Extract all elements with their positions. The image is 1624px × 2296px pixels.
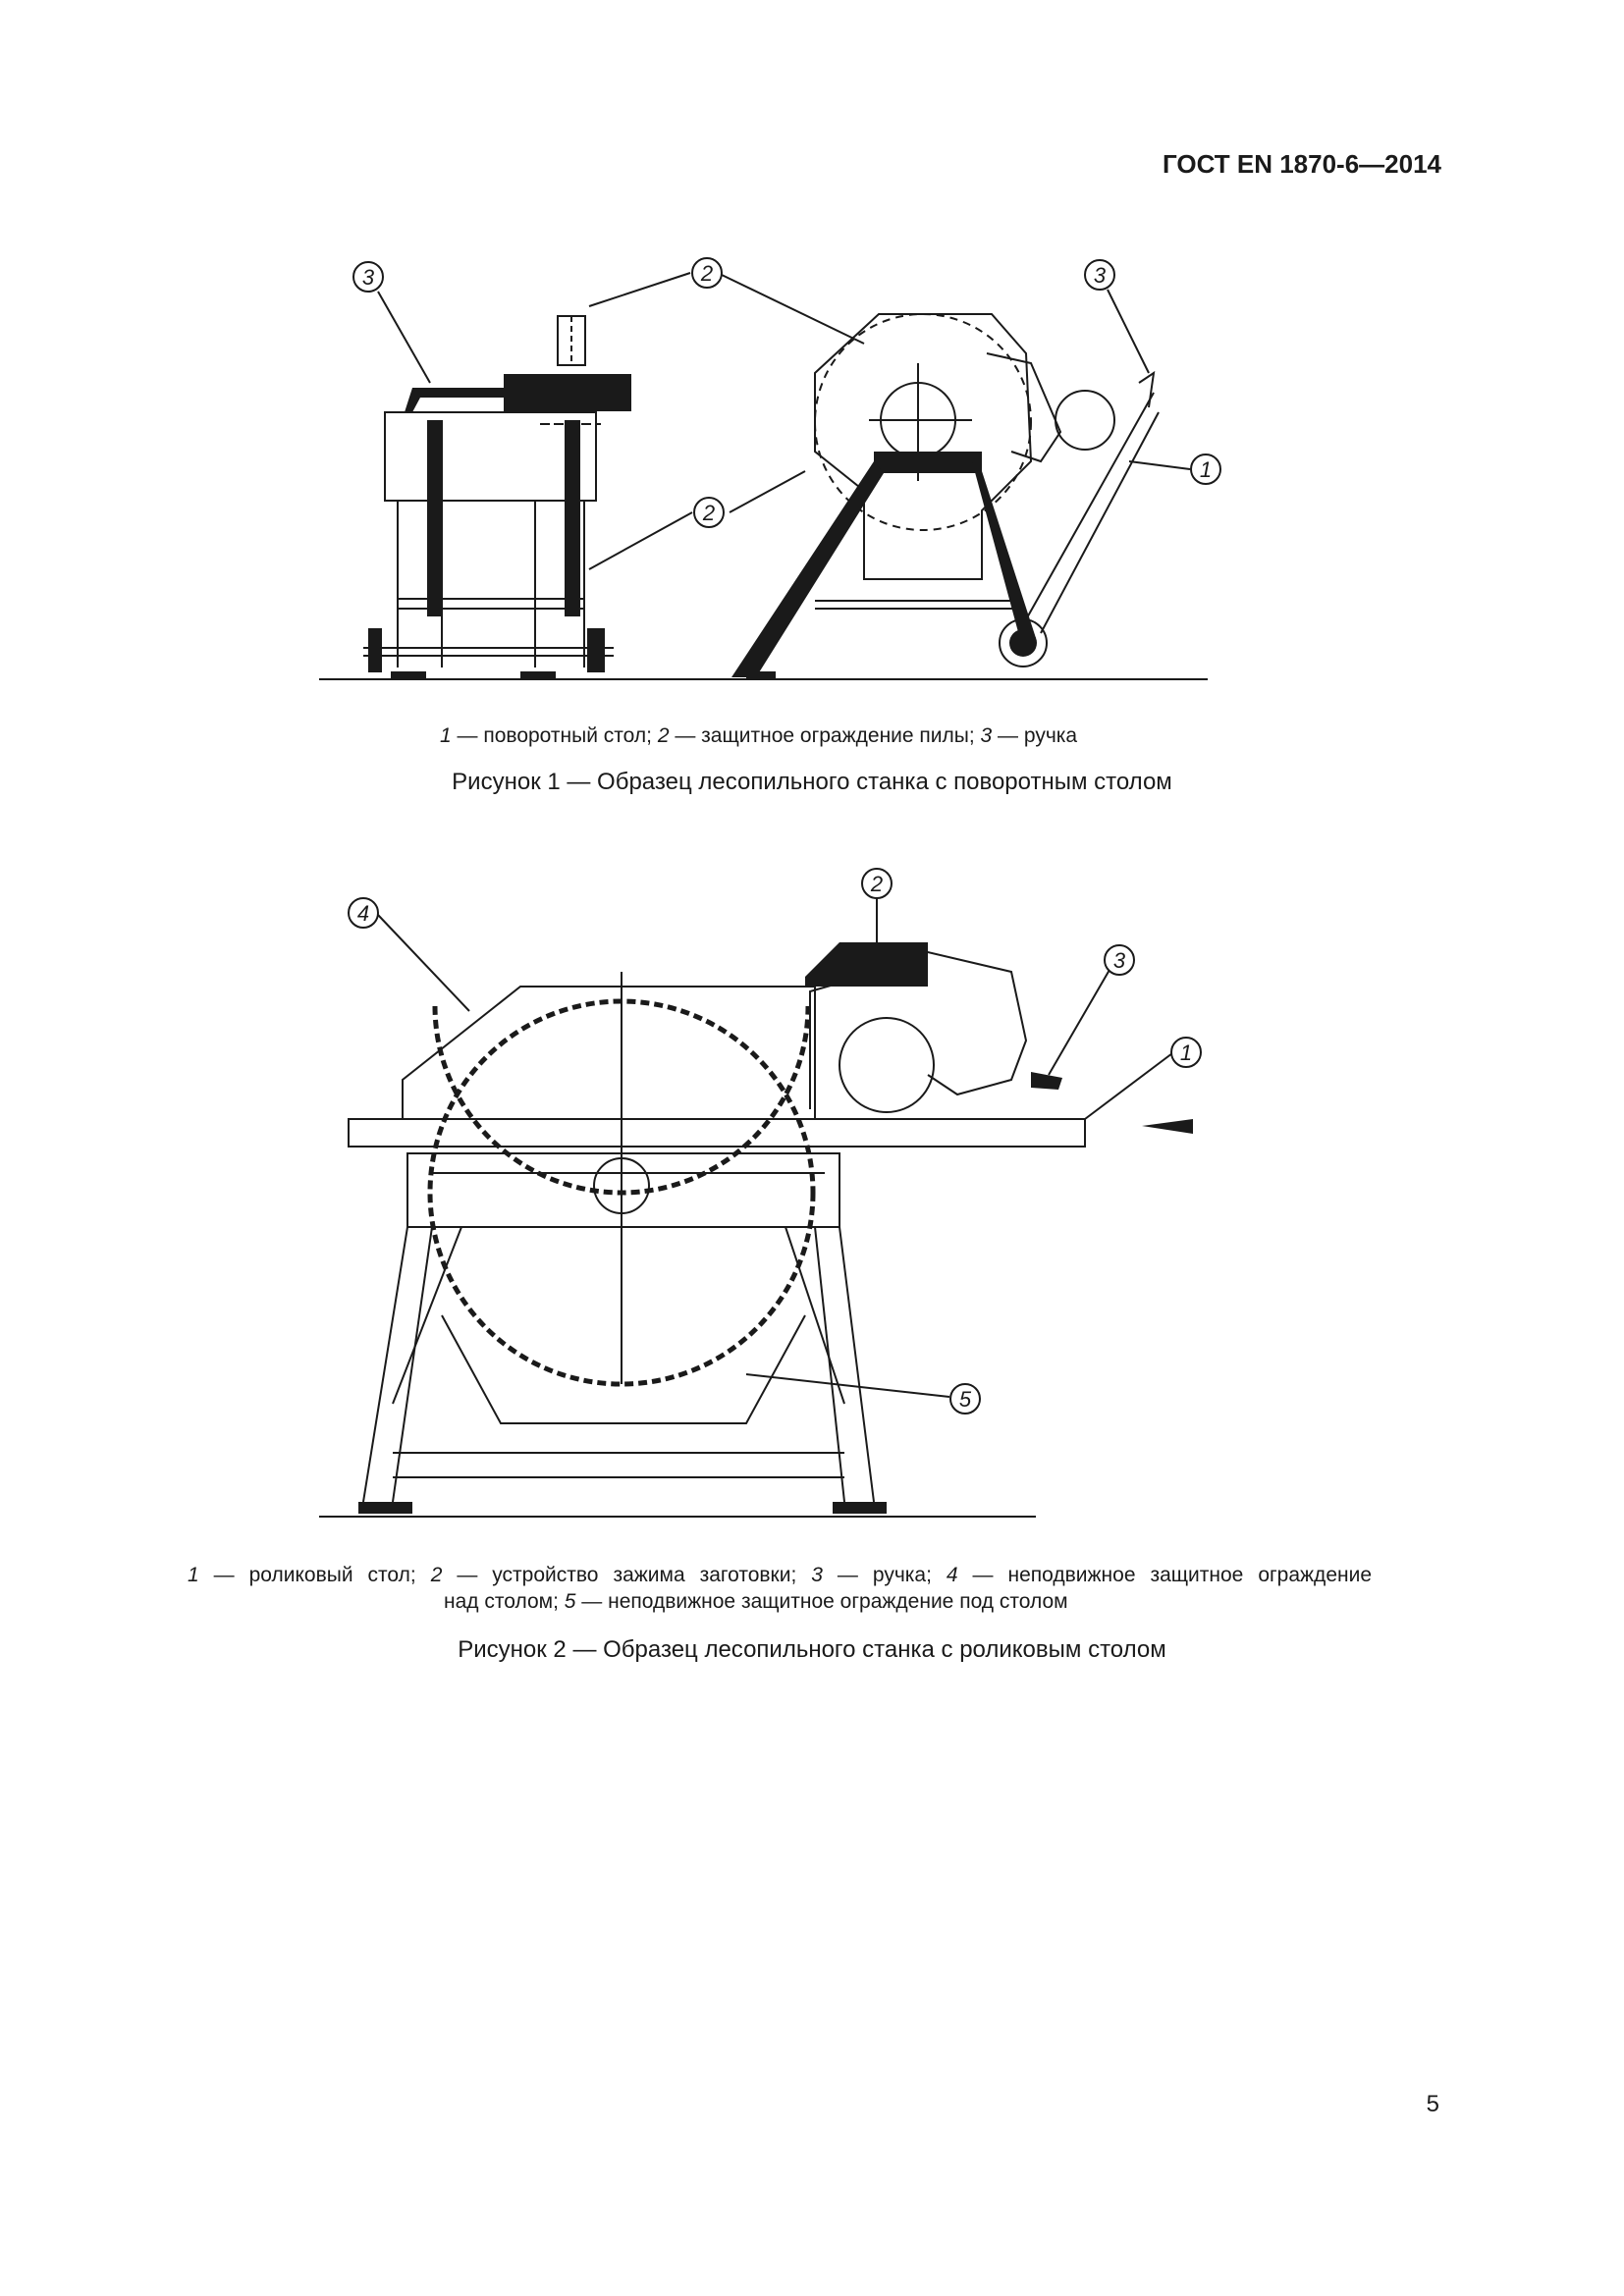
figure-2-legend: 1 — роликовый стол; 2 — устройство зажима заготовки; 3 — ручка; 4 — неподвижное защитное ограждение — [188, 1564, 1372, 1586]
svg-text:1: 1 — [1179, 1041, 1193, 1065]
svg-text:4: 4 — [356, 901, 370, 926]
page-number: 5 — [1426, 2091, 1439, 2117]
callout-5 — [950, 1384, 980, 1414]
svg-text:3: 3 — [1112, 948, 1126, 973]
figure-1-caption: Рисунок 1 — Образец лесопильного станка с поворотным столом — [452, 769, 1172, 795]
callout-1 — [1171, 1038, 1201, 1067]
callout-4 — [349, 898, 378, 928]
figure-2-caption: Рисунок 2 — Образец лесопильного станка с роликовым столом — [458, 1636, 1166, 1663]
figure-2-drawing — [0, 864, 1624, 1541]
svg-text:2: 2 — [870, 872, 884, 896]
svg-text:2: 2 — [700, 261, 714, 286]
svg-text:3: 3 — [361, 265, 375, 290]
svg-text:1: 1 — [1199, 457, 1213, 482]
figure-2-callouts — [349, 869, 1201, 1414]
svg-text:5: 5 — [958, 1387, 972, 1412]
document-number: ГОСТ EN 1870-6—2014 — [1163, 149, 1441, 179]
figure-1-legend: 1 — поворотный стол; 2 — защитное ограждение пилы; 3 — ручка — [440, 724, 1078, 747]
callout-2 — [862, 869, 892, 898]
callout-2-middle — [694, 498, 724, 527]
svg-text:3: 3 — [1093, 263, 1107, 288]
callout-3-left — [353, 262, 383, 292]
callout-3-right — [1085, 260, 1114, 290]
figure-1-drawing — [0, 245, 1624, 697]
svg-text:2: 2 — [702, 501, 716, 525]
callout-3 — [1105, 945, 1134, 975]
callout-1 — [1191, 454, 1220, 484]
figure-2-legend-line-2: над столом; 5 — неподвижное защитное ограждение под столом — [444, 1590, 1068, 1613]
callout-2-top — [692, 258, 722, 288]
